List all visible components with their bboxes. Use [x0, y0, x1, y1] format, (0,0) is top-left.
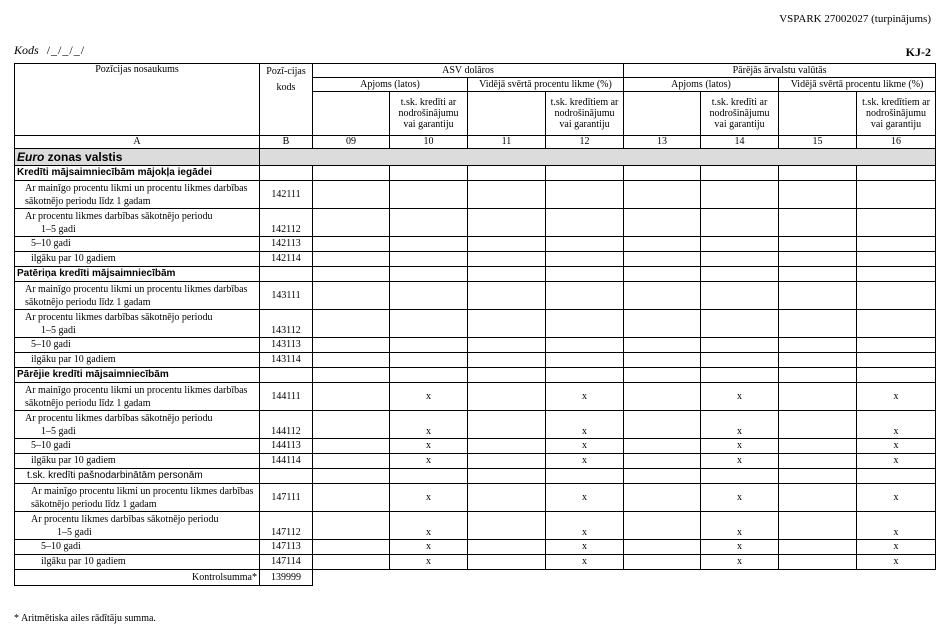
value-cell[interactable] — [857, 282, 936, 310]
value-cell[interactable]: x — [390, 512, 468, 540]
row-code: 143113 — [260, 338, 313, 353]
value-cell[interactable] — [857, 237, 936, 252]
value-cell[interactable] — [390, 237, 468, 252]
value-cell[interactable] — [779, 411, 857, 439]
value-cell[interactable] — [624, 439, 701, 454]
value-cell[interactable] — [390, 338, 468, 353]
row-label-sub: 1–5 gadi — [41, 425, 76, 437]
value-cell[interactable] — [701, 252, 779, 267]
row-label: 5–10 gadi — [15, 338, 260, 353]
value-cell[interactable] — [390, 310, 468, 338]
value-cell[interactable] — [857, 181, 936, 209]
value-cell[interactable] — [779, 237, 857, 252]
value-cell[interactable] — [313, 454, 390, 469]
value-cell[interactable] — [779, 540, 857, 555]
row-label — [15, 512, 260, 540]
empty-cell — [468, 368, 546, 383]
row-label: 5–10 gadi — [15, 237, 260, 252]
row-label-sub: 1–5 gadi — [41, 223, 76, 235]
row-label — [15, 411, 260, 439]
empty-cell — [468, 469, 546, 484]
empty-cell — [260, 267, 313, 282]
value-cell[interactable] — [468, 454, 546, 469]
value-cell[interactable]: x — [390, 484, 468, 512]
row-code: 144114 — [260, 454, 313, 469]
value-cell[interactable] — [313, 209, 390, 237]
row-label-sub: 1–5 gadi — [57, 526, 92, 538]
empty-cell — [779, 368, 857, 383]
value-cell[interactable] — [857, 209, 936, 237]
value-cell[interactable]: x — [701, 555, 779, 570]
value-cell[interactable] — [546, 252, 624, 267]
value-cell[interactable] — [701, 338, 779, 353]
value-cell[interactable] — [468, 383, 546, 411]
group-title: Patēriņa kredīti mājsaimniecībām — [15, 267, 260, 282]
row-label: 5–10 gadi — [15, 439, 260, 454]
usd-volume-header: Apjoms (latos) — [313, 78, 468, 92]
value-cell[interactable] — [624, 252, 701, 267]
value-cell[interactable]: x — [701, 484, 779, 512]
usd-guarantee-rate-header: t.sk. kredītiem ar nodrošinājumu vai garantiju — [546, 92, 624, 136]
column-letters-row — [15, 136, 936, 149]
other-guarantee-rate-header: t.sk. kredītiem ar nodrošinājumu vai garantiju — [857, 92, 936, 136]
value-cell[interactable] — [779, 353, 857, 368]
value-cell[interactable] — [779, 181, 857, 209]
empty-cell — [624, 166, 701, 181]
value-cell[interactable] — [857, 310, 936, 338]
value-cell[interactable] — [313, 181, 390, 209]
empty-cell — [624, 368, 701, 383]
row-label: Ar mainīgo procentu likmi un procentu likmes darbības sākotnējo periodu līdz 1 gadam — [15, 181, 260, 209]
table-row — [15, 454, 936, 469]
group-title: Pārējie kredīti mājsaimniecībām — [15, 368, 260, 383]
value-cell[interactable] — [624, 338, 701, 353]
value-cell[interactable]: x — [857, 411, 936, 439]
value-cell[interactable] — [313, 252, 390, 267]
row-code: 143114 — [260, 353, 313, 368]
empty-cell — [546, 166, 624, 181]
subgroup-row — [15, 469, 936, 484]
row-label: ilgāku par 10 gadiem — [15, 454, 260, 469]
value-cell[interactable]: x — [546, 540, 624, 555]
value-cell[interactable] — [468, 439, 546, 454]
control-sum-label: Kontrolsumma* — [15, 570, 260, 586]
col-header-name: Pozīcijas nosaukums — [15, 64, 260, 136]
value-cell[interactable] — [624, 237, 701, 252]
col-letter: B — [260, 136, 313, 149]
value-cell[interactable] — [701, 181, 779, 209]
col-letter: 12 — [546, 136, 624, 149]
value-cell[interactable]: x — [390, 383, 468, 411]
empty-cell — [390, 469, 468, 484]
value-cell[interactable]: x — [857, 512, 936, 540]
value-cell[interactable] — [779, 484, 857, 512]
value-cell[interactable] — [624, 181, 701, 209]
kods-slots[interactable]: /_/_/_/ — [46, 43, 86, 57]
value-cell[interactable] — [779, 310, 857, 338]
value-cell[interactable]: x — [857, 484, 936, 512]
table-row — [15, 439, 936, 454]
empty-cell — [857, 166, 936, 181]
footnote: * Aritmētiska ailes rādītāju summa. — [14, 613, 156, 624]
value-cell[interactable] — [701, 237, 779, 252]
row-label-lead: Ar procentu likmes darbības sākotnējo periodu — [25, 210, 213, 222]
value-cell[interactable]: x — [857, 555, 936, 570]
row-label: 5–10 gadi — [15, 540, 260, 555]
empty-cell — [313, 469, 390, 484]
value-cell[interactable] — [313, 310, 390, 338]
table-row — [15, 282, 936, 310]
value-cell[interactable] — [779, 555, 857, 570]
row-label-lead: Ar procentu likmes darbības sākotnējo periodu — [25, 311, 213, 323]
value-cell[interactable]: x — [546, 454, 624, 469]
value-cell[interactable]: x — [701, 512, 779, 540]
value-cell[interactable] — [390, 353, 468, 368]
col-letter: 15 — [779, 136, 857, 149]
table-row — [15, 338, 936, 353]
subgroup-title: t.sk. kredīti pašnodarbinātām personām — [15, 469, 260, 484]
table-row — [15, 383, 936, 411]
value-cell[interactable] — [546, 282, 624, 310]
empty-cell — [546, 469, 624, 484]
row-label: Ar mainīgo procentu likmi un procentu likmes darbības sākotnējo periodu līdz 1 gadam — [15, 484, 260, 512]
value-cell[interactable]: x — [546, 439, 624, 454]
value-cell[interactable] — [779, 454, 857, 469]
value-cell[interactable] — [468, 353, 546, 368]
table-row — [15, 484, 936, 512]
value-cell[interactable]: x — [390, 439, 468, 454]
value-cell[interactable]: x — [857, 540, 936, 555]
value-cell[interactable] — [857, 252, 936, 267]
value-cell[interactable] — [624, 353, 701, 368]
value-cell[interactable]: x — [701, 454, 779, 469]
value-cell[interactable] — [313, 237, 390, 252]
row-label-lead: Ar procentu likmes darbības sākotnējo periodu — [31, 513, 219, 525]
value-cell[interactable] — [468, 181, 546, 209]
row-label: ilgāku par 10 gadiem — [15, 353, 260, 368]
table-row — [15, 252, 936, 267]
value-cell[interactable] — [779, 338, 857, 353]
row-label: ilgāku par 10 gadiem — [15, 555, 260, 570]
empty-cell — [313, 267, 390, 282]
value-cell[interactable] — [468, 540, 546, 555]
row-code: 143112 — [260, 310, 313, 338]
empty-cell — [390, 166, 468, 181]
form-code: KJ-2 — [905, 45, 931, 59]
value-cell[interactable]: x — [546, 555, 624, 570]
value-cell[interactable]: x — [390, 411, 468, 439]
value-cell[interactable] — [468, 338, 546, 353]
value-cell[interactable]: x — [857, 383, 936, 411]
value-cell[interactable] — [779, 252, 857, 267]
value-cell[interactable] — [624, 209, 701, 237]
value-cell[interactable]: x — [546, 512, 624, 540]
empty-cell — [390, 368, 468, 383]
row-code: 147112 — [260, 512, 313, 540]
table-row — [15, 181, 936, 209]
col-header-code: Pozī-cijas kods — [260, 64, 313, 136]
row-code: 147111 — [260, 484, 313, 512]
value-cell[interactable] — [313, 555, 390, 570]
row-code: 144112 — [260, 411, 313, 439]
row-code: 144113 — [260, 439, 313, 454]
value-cell[interactable] — [313, 383, 390, 411]
value-cell[interactable] — [468, 555, 546, 570]
table-row — [15, 310, 936, 338]
col-header-other: Pārējās ārvalstu valūtās — [624, 64, 936, 78]
empty-cell — [468, 267, 546, 282]
empty-cell — [701, 368, 779, 383]
value-cell[interactable]: x — [390, 555, 468, 570]
value-cell[interactable] — [313, 512, 390, 540]
group-row — [15, 166, 936, 181]
value-cell[interactable] — [546, 181, 624, 209]
row-label — [15, 310, 260, 338]
value-cell[interactable] — [546, 209, 624, 237]
control-sum-code: 139999 — [260, 570, 313, 586]
value-cell[interactable] — [779, 282, 857, 310]
control-sum-row — [15, 570, 936, 586]
row-code: 142114 — [260, 252, 313, 267]
value-cell[interactable] — [468, 484, 546, 512]
value-cell[interactable] — [546, 353, 624, 368]
table-row — [15, 540, 936, 555]
value-cell[interactable] — [779, 383, 857, 411]
empty-cell — [546, 267, 624, 282]
value-cell[interactable] — [701, 282, 779, 310]
usd-rate-header: Vidējā svērtā procentu likme (%) — [468, 78, 624, 92]
value-cell[interactable] — [468, 252, 546, 267]
value-cell[interactable] — [468, 310, 546, 338]
empty-cell — [779, 469, 857, 484]
value-cell[interactable] — [624, 383, 701, 411]
empty-cell — [313, 166, 390, 181]
value-cell[interactable]: x — [857, 454, 936, 469]
value-cell[interactable]: x — [546, 383, 624, 411]
value-cell[interactable] — [313, 484, 390, 512]
value-cell[interactable] — [701, 209, 779, 237]
col-header-usd: ASV dolāros — [313, 64, 624, 78]
row-code: 142111 — [260, 181, 313, 209]
value-cell[interactable]: x — [701, 411, 779, 439]
value-cell[interactable] — [468, 411, 546, 439]
empty-cell — [624, 469, 701, 484]
col-letter: 09 — [313, 136, 390, 149]
empty-cell — [701, 166, 779, 181]
value-cell[interactable] — [468, 282, 546, 310]
value-cell[interactable]: x — [390, 540, 468, 555]
value-cell[interactable] — [546, 310, 624, 338]
group-row — [15, 267, 936, 282]
value-cell[interactable] — [313, 282, 390, 310]
value-cell[interactable] — [313, 338, 390, 353]
row-code: 143111 — [260, 282, 313, 310]
col-letter: 13 — [624, 136, 701, 149]
value-cell[interactable] — [624, 282, 701, 310]
value-cell[interactable] — [546, 338, 624, 353]
empty-cell — [546, 368, 624, 383]
value-cell[interactable] — [701, 310, 779, 338]
value-cell[interactable] — [624, 454, 701, 469]
value-cell[interactable] — [468, 512, 546, 540]
value-cell[interactable] — [624, 411, 701, 439]
value-cell[interactable] — [857, 353, 936, 368]
value-cell[interactable] — [779, 512, 857, 540]
table-row — [15, 555, 936, 570]
value-cell[interactable] — [468, 209, 546, 237]
value-cell[interactable] — [624, 555, 701, 570]
row-label — [15, 209, 260, 237]
value-cell[interactable] — [779, 439, 857, 454]
empty-cell — [260, 368, 313, 383]
col-letter: A — [15, 136, 260, 149]
row-label-lead: Ar procentu likmes darbības sākotnējo periodu — [25, 412, 213, 424]
value-cell[interactable] — [313, 353, 390, 368]
value-cell[interactable] — [624, 512, 701, 540]
value-cell[interactable] — [857, 338, 936, 353]
value-cell[interactable] — [313, 540, 390, 555]
empty-cell — [313, 368, 390, 383]
row-label: Ar mainīgo procentu likmi un procentu likmes darbības sākotnējo periodu līdz 1 gadam — [15, 282, 260, 310]
value-cell[interactable]: x — [546, 411, 624, 439]
usd-guarantee-volume-header: t.sk. kredīti ar nodrošinājumu vai garantiju — [390, 92, 468, 136]
value-cell[interactable] — [390, 181, 468, 209]
other-volume-header: Apjoms (latos) — [624, 78, 779, 92]
row-code: 142112 — [260, 209, 313, 237]
section-title — [15, 149, 260, 166]
table-row — [15, 512, 936, 540]
empty-cell — [468, 166, 546, 181]
col-letter: 10 — [390, 136, 468, 149]
value-cell[interactable] — [701, 353, 779, 368]
form-reference: VSPARK 27002027 (turpinājums) — [779, 13, 931, 25]
empty-cell — [260, 469, 313, 484]
table-row — [15, 209, 936, 237]
empty-cell — [624, 267, 701, 282]
value-cell[interactable] — [313, 439, 390, 454]
value-cell[interactable] — [390, 209, 468, 237]
value-cell[interactable] — [624, 540, 701, 555]
value-cell[interactable] — [313, 411, 390, 439]
value-cell[interactable] — [390, 282, 468, 310]
empty-cell — [390, 267, 468, 282]
row-code: 144111 — [260, 383, 313, 411]
value-cell[interactable] — [624, 310, 701, 338]
group-row — [15, 368, 936, 383]
value-cell[interactable]: x — [546, 484, 624, 512]
value-cell[interactable] — [624, 484, 701, 512]
row-code: 142113 — [260, 237, 313, 252]
value-cell[interactable]: x — [701, 439, 779, 454]
kods-label: Kods — [14, 43, 39, 57]
section-row — [15, 149, 936, 166]
value-cell[interactable] — [390, 252, 468, 267]
empty-cell — [857, 469, 936, 484]
empty-cell — [857, 368, 936, 383]
section-title-rest: zonas valstis — [44, 150, 123, 164]
kods-field — [14, 43, 85, 58]
table-row — [15, 237, 936, 252]
value-cell[interactable]: x — [701, 383, 779, 411]
row-code: 147113 — [260, 540, 313, 555]
col-letter: 11 — [468, 136, 546, 149]
empty-cell — [701, 469, 779, 484]
empty-cell — [857, 267, 936, 282]
col-letter: 14 — [701, 136, 779, 149]
value-cell[interactable]: x — [390, 454, 468, 469]
value-cell[interactable]: x — [857, 439, 936, 454]
value-cell[interactable]: x — [701, 540, 779, 555]
value-cell[interactable] — [779, 209, 857, 237]
group-title: Kredīti mājsaimniecībām mājokļa iegādei — [15, 166, 260, 181]
row-label-sub: 1–5 gadi — [41, 324, 76, 336]
table-row — [15, 411, 936, 439]
empty-cell — [779, 267, 857, 282]
value-cell[interactable] — [546, 237, 624, 252]
row-code: 147114 — [260, 555, 313, 570]
empty-cell — [260, 166, 313, 181]
other-guarantee-volume-header: t.sk. kredīti ar nodrošinājumu vai garantiju — [701, 92, 779, 136]
section-title-italic: Euro — [17, 150, 45, 164]
empty-cell — [701, 267, 779, 282]
value-cell[interactable] — [468, 237, 546, 252]
other-rate-header: Vidējā svērtā procentu likme (%) — [779, 78, 936, 92]
table-row — [15, 353, 936, 368]
row-label: Ar mainīgo procentu likmi un procentu likmes darbības sākotnējo periodu līdz 1 gadam — [15, 383, 260, 411]
report-table — [14, 63, 936, 586]
col-letter: 16 — [857, 136, 936, 149]
row-label: ilgāku par 10 gadiem — [15, 252, 260, 267]
empty-cell — [779, 166, 857, 181]
